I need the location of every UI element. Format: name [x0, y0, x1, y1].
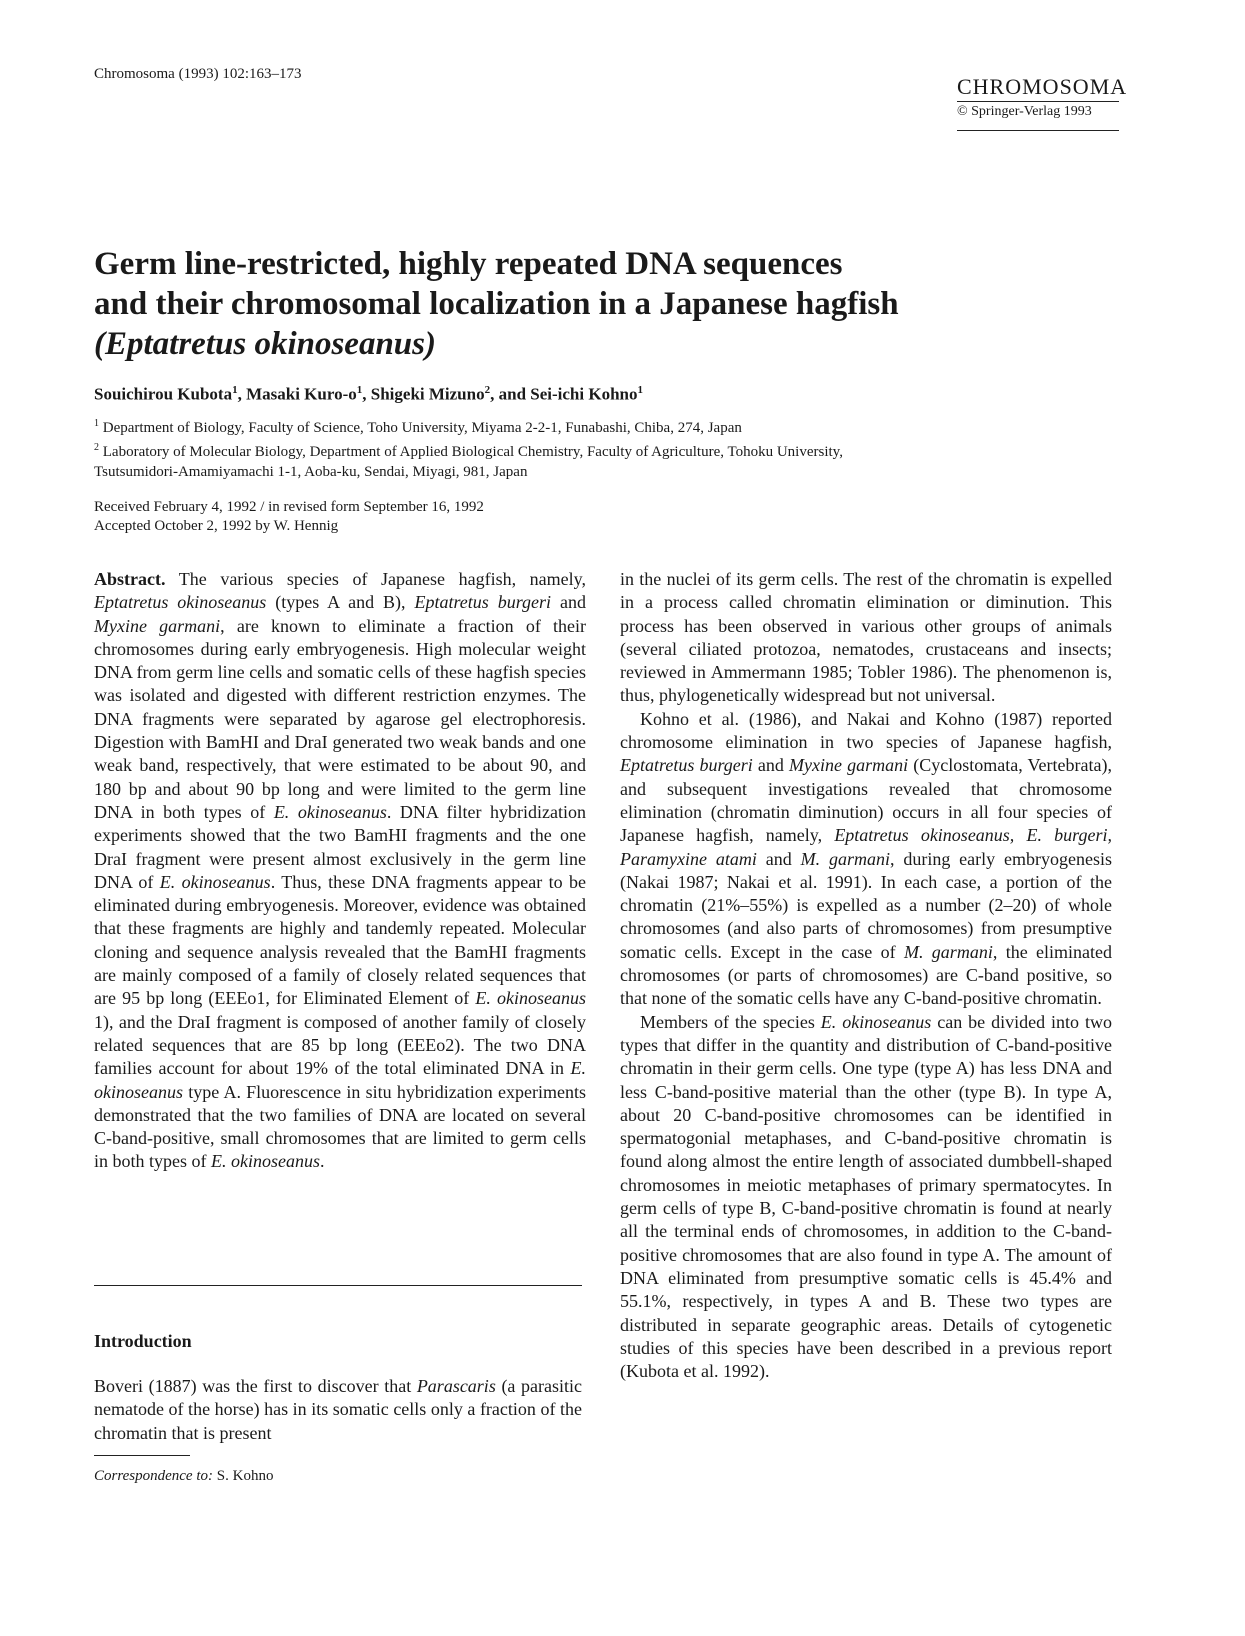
title-line-3: (Eptatretus okinoseanus): [94, 326, 436, 362]
copyright-notice: © Springer-Verlag 1993: [957, 104, 1119, 131]
introduction-paragraph-1-cont: in the nuclei of its germ cells. The rest of the chromatin is expelled in a process called chromatin elimination or diminution. This process has been observed in various other groups of animals (several ciliated protozoa, nematodes, crustaceans and insects; reviewed in Ammermann 1985; Tobler 1986). The phenomenon is, thus, phylogenetically widespread but not universal.: [620, 569, 1112, 706]
abstract-text: The various species of Japanese hagfish, namely,: [165, 569, 586, 589]
body-text: , the eliminated chromosomes (or parts of chromosomes) are C-band positive, so that none of the somatic cells have any C-band-positive chromatin.: [620, 941, 1113, 1009]
author-name: Shigeki Mizuno: [370, 384, 485, 404]
abstract-text: (types A and B),: [266, 592, 415, 613]
author-name: Sei-ichi Kohno: [530, 384, 638, 404]
species-name: E. okinoseanus: [820, 1011, 932, 1032]
species-name: Eptatretus burgeri: [414, 592, 552, 613]
author-separator: , and: [490, 384, 531, 404]
affiliation-text: Laboratory of Molecular Biology, Department of Applied Biological Chemistry, Faculty of Agriculture, Tohoku University,: [102, 444, 843, 460]
species-name: E. okinoseanus: [475, 988, 587, 1009]
species-name: E. okinoseanus: [211, 1151, 320, 1172]
author-affil-mark: 1: [356, 384, 363, 396]
introduction-paragraph-1: [94, 1375, 582, 1445]
species-name: Parascaris: [416, 1376, 496, 1396]
journal-citation: Chromosoma (1993) 102:163–173: [94, 66, 302, 82]
body-text: , during early embryogenesis (Nakai 1987; Nakai et al. 1991). In each case, a portion of the chromatin (21%–55%) is expelled as a number (2–20) of whole chromosomes (and also parts of chromosomes) from presumptive somatic cells. Except in the case of: [620, 848, 1113, 962]
abstract-text: .: [319, 1151, 325, 1172]
abstract-text: , are known to eliminate a fraction of their chromosomes during early embryogenesis. High molecular weight DNA from germ line cells and somatic cells of these hagfish species was isolated and digested with different restriction enzymes. The DNA fragments were separated by agarose gel electrophoresis. Digestion with BamHI and DraI generated two weak bands and one weak band, respectively, that were estimated to be about 90, and 180 bp and about 90 bp long and were limited to the germ line DNA in both types of: [94, 615, 586, 822]
author-affil-mark: 2: [484, 384, 491, 396]
author-list: [94, 384, 643, 405]
affiliations: [94, 414, 1104, 482]
abstract-text: . Thus, these DNA fragments appear to be eliminated during embryogenesis. Moreover, evidence was obtained that these fragments are highly and tandemly repeated. Molecular cloning and sequence analysis revealed that the BamHI fragments are mainly composed of a family of closely related sequences that are 95 bp long (EEEo1, for Eliminated Element of: [94, 871, 587, 1009]
section-divider: [94, 1285, 582, 1286]
article-title: [94, 244, 1094, 364]
species-name: E. okinoseanus: [159, 871, 271, 892]
author-name: Masaki Kuro-o: [246, 384, 357, 404]
introduction-paragraph-3: [620, 1011, 1112, 1384]
affiliation-2-cont: Tsutsumidori-Amamiyamachi 1-1, Aoba-ku, Sendai, Miyagi, 981, Japan: [94, 464, 528, 480]
body-text: (a parasitic nematode of the horse) has in its somatic cells only a fraction of the chromatin that is present: [94, 1376, 582, 1443]
body-text: and: [756, 848, 801, 869]
footnote-name: S. Kohno: [213, 1468, 274, 1484]
footnote-label: Correspondence to:: [94, 1468, 214, 1484]
species-name: Myxine garmani: [94, 615, 221, 636]
body-text: and: [752, 755, 790, 776]
abstract-text: type A. Fluorescence in situ hybridization experiments demonstrated that the two families of DNA are located on several C-band-positive, small chromosomes that are limited to germ cells in both types of: [94, 1081, 586, 1172]
title-line-1: Germ line-restricted, highly repeated DNA sequences: [94, 246, 843, 282]
abstract: [94, 568, 586, 1174]
body-text: can be divided into two types that differ in the quantity and distribution of C-band-positive chromatin in their germ cells. One type (type A) has less DNA and less C-band-positive material than the other (type B). In type A, about 20 C-band-positive chromosomes can be identified in spermatogonial metaphases, and C-band-positive chromatin is found along almost the entire length of associated dumbbell-shaped chromosomes in meiotic metaphases of primary spermatocytes. In germ cells of type B, C-band-positive chromatin is found at nearly all the terminal ends of chromosomes, in addition to the C-band-positive chromosomes that are also found in type A. The amount of DNA eliminated from presumptive somatic cells is 45.4% and 55.1%, respectively, in types A and B. These two types are distributed in separate geographic areas. Details of cytogenetic studies of this species have been described in a previous report (Kubota et al. 1992).: [620, 1011, 1113, 1382]
body-text: Members of the species: [640, 1011, 821, 1032]
affiliation-1: [94, 414, 1104, 438]
author-separator: ,: [362, 384, 371, 404]
title-line-2: and their chromosomal localization in a Japanese hagfish: [94, 286, 899, 322]
introduction-paragraph-2: [620, 708, 1112, 1011]
affiliation-text: Department of Biology, Faculty of Science, Toho University, Miyama 2-2-1, Funabashi, Chiba, 274, Japan: [102, 420, 742, 436]
author-separator: ,: [237, 384, 247, 404]
species-name: Myxine garmani: [789, 755, 909, 776]
footnote-divider: [94, 1455, 190, 1456]
species-name: M. garmani: [903, 941, 993, 962]
author-affil-mark: 1: [232, 384, 238, 396]
received-date: Received February 4, 1992 / in revised form September 16, 1992: [94, 499, 484, 515]
affiliation-2: [94, 438, 1104, 462]
introduction-heading: Introduction: [94, 1331, 192, 1351]
species-name: E. okinoseanus: [273, 801, 387, 822]
species-name: M. garmani: [800, 848, 890, 869]
species-name: Eptatretus burgeri: [620, 755, 753, 776]
affil-mark: 1: [94, 418, 99, 429]
journal-masthead: [919, 74, 1128, 131]
abstract-text: 1), and the DraI fragment is composed of another family of closely related sequences that are 85 bp long (EEEo2). The two DNA families account for about 19% of the total eliminated DNA in: [94, 1011, 586, 1079]
species-name: Eptatretus okinoseanus, E. burgeri, Paramyxine atami: [620, 825, 1112, 869]
abstract-label: Abstract.: [94, 569, 166, 589]
body-text: Boveri (1887) was the first to discover that: [94, 1376, 417, 1396]
abstract-paragraph: [94, 568, 586, 1174]
body-text: (Cyclostomata, Vertebrata), and subsequent investigations revealed that chromosome elimination (chromatin diminution) occurs in all four species of Japanese hagfish, namely,: [620, 755, 1112, 846]
abstract-text: . DNA filter hybridization experiments showed that the two BamHI fragments and the one DraI fragment were present almost exclusively in the germ line DNA of: [94, 801, 587, 892]
journal-name: CHROMOSOMA: [957, 74, 1119, 102]
correspondence-footnote: [94, 1468, 273, 1485]
article-dates: [94, 498, 484, 536]
species-name: Eptatretus okinoseanus: [94, 592, 267, 613]
author-affil-mark: 1: [637, 384, 643, 396]
abstract-text: and: [551, 592, 586, 613]
species-name: E. okinoseanus: [94, 1058, 586, 1102]
right-column: [620, 568, 1112, 1383]
affil-mark: 2: [94, 442, 99, 453]
author-name: Souichirou Kubota: [94, 384, 233, 404]
body-text: Kohno et al. (1986), and Nakai and Kohno (1987) reported chromosome elimination in two species of Japanese hagfish,: [620, 708, 1112, 753]
accepted-date: Accepted October 2, 1992 by W. Hennig: [94, 518, 339, 534]
